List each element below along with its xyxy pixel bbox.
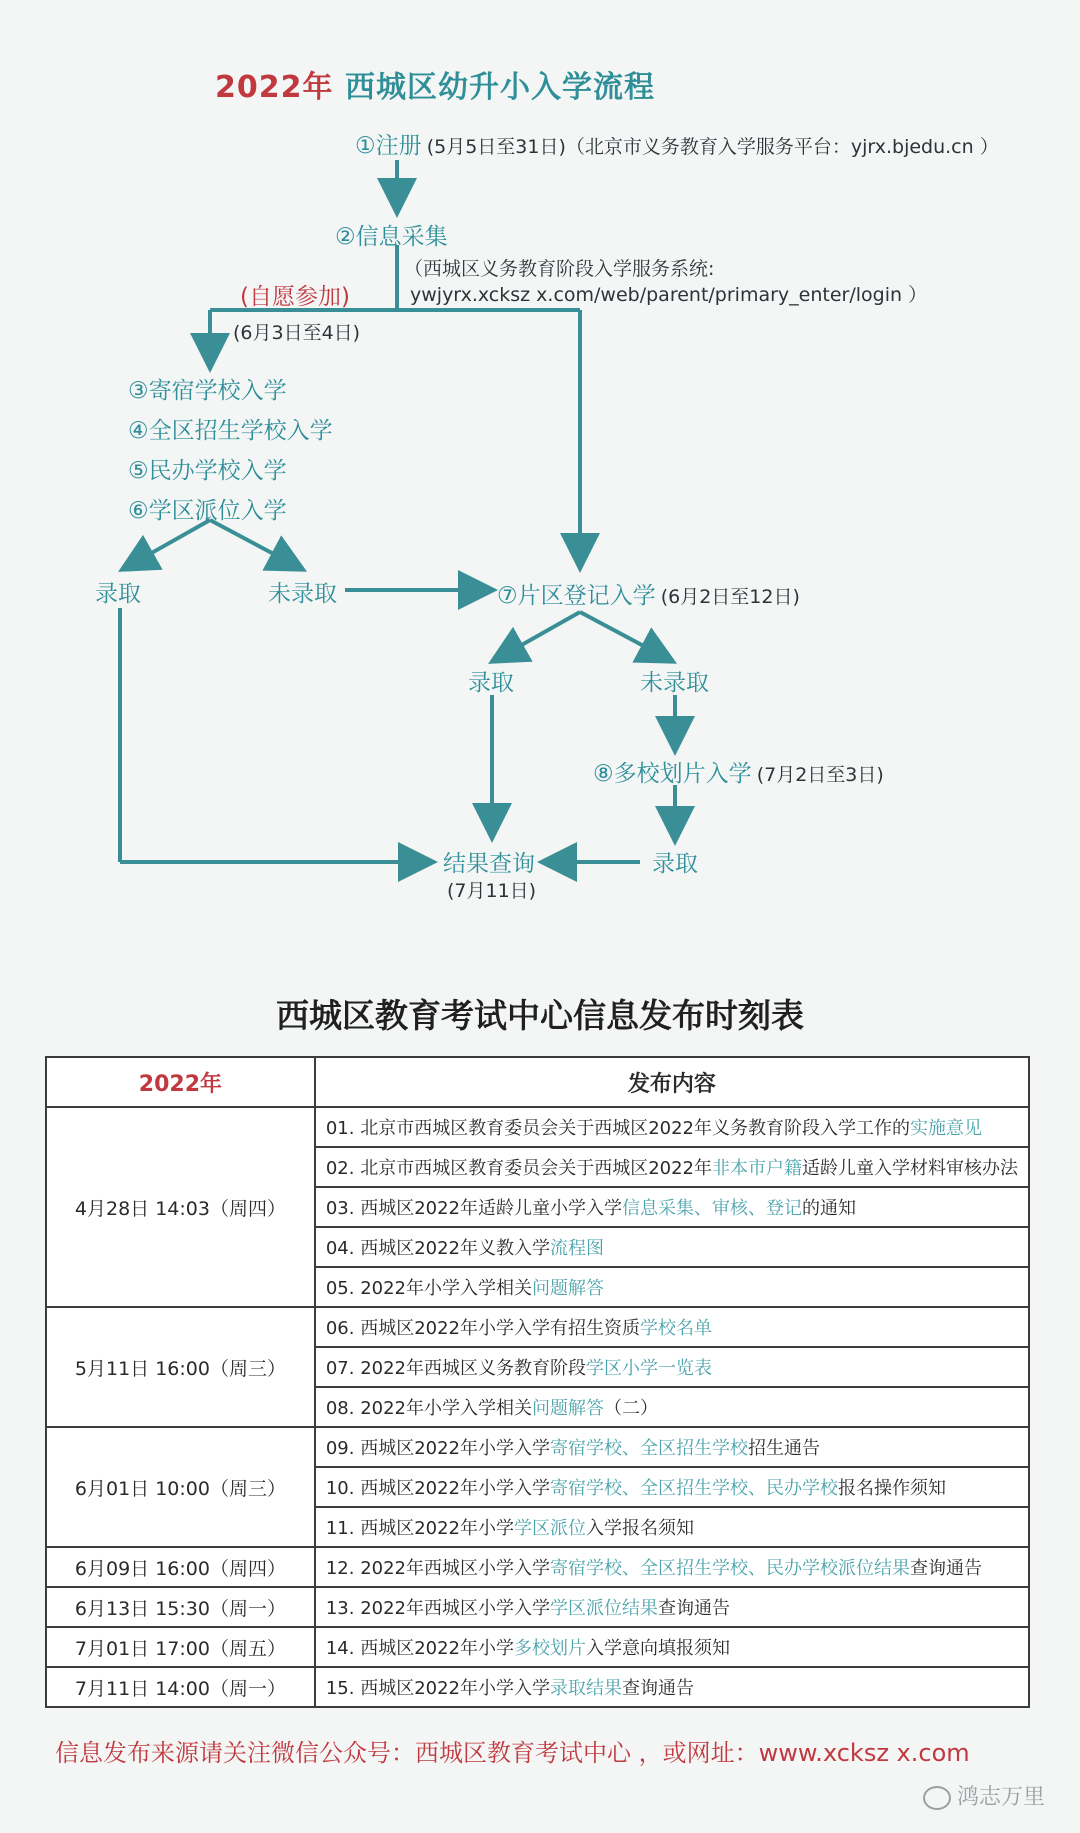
publish-item-highlight: 多校划片 [514, 1638, 586, 1659]
table-row [46, 1547, 1029, 1587]
result-query-date: (7月11日) [447, 880, 537, 902]
result-admitted-middle: 录取 [468, 670, 514, 696]
publish-item [315, 1227, 1029, 1267]
step-1 [355, 127, 999, 160]
publish-item-prefix: 10. 西城区2022年小学入学 [325, 1478, 550, 1499]
publish-item-highlight: 非本市户籍 [712, 1158, 802, 1179]
publish-item-prefix: 06. 西城区2022年小学入学有招生资质 [325, 1318, 640, 1339]
publish-item-highlight: 录取结果 [550, 1678, 622, 1699]
publish-item-prefix: 02. 北京市西城区教育委员会关于西城区2022年 [325, 1158, 712, 1179]
flowchart-title-year: 2022年 [215, 70, 334, 105]
voluntary-dates: (6月3日至4日) [233, 322, 361, 344]
publish-item [315, 1147, 1029, 1187]
publish-item-suffix: 入学报名须知 [586, 1518, 694, 1539]
result-not-admitted-right: 未录取 [640, 670, 709, 696]
step-2-note-line1: （西城区义务教育阶段入学服务系统: [404, 258, 715, 280]
publish-item-prefix: 12. 2022年西城区小学入学 [325, 1558, 550, 1579]
publish-item-highlight: 信息采集、审核、登记 [622, 1198, 802, 1219]
step-7-label: ⑦片区登记入学 [497, 583, 656, 609]
publish-item-highlight: 流程图 [550, 1238, 604, 1259]
table-row [46, 1307, 1029, 1347]
publish-item-highlight: 实施意见 [910, 1118, 982, 1139]
publish-item-highlight: 寄宿学校、全区招生学校、民办学校派位结果 [550, 1558, 910, 1579]
publish-date: 7月11日 14:00（周一） [46, 1667, 315, 1707]
publish-date: 6月01日 10:00（周三） [46, 1427, 315, 1547]
publish-date: 7月01日 17:00（周五） [46, 1627, 315, 1667]
result-admitted-right: 录取 [652, 851, 698, 877]
publish-item-prefix: 01. 北京市西城区教育委员会关于西城区2022年义务教育阶段入学工作的 [325, 1118, 910, 1139]
step-1-label: ①注册 [355, 133, 422, 159]
publish-item [315, 1507, 1029, 1547]
step-2-note-line2: ywjyrx.xcksz x.com/web/parent/primary_enter/login ） [410, 284, 928, 306]
option-district-wide-school: ④全区招生学校入学 [128, 418, 333, 444]
option-school-district-lottery: ⑥学区派位入学 [128, 498, 287, 524]
publish-date: 4月28日 14:03（周四） [46, 1107, 315, 1307]
wechat-icon [923, 1786, 951, 1810]
option-boarding-school: ③寄宿学校入学 [128, 378, 287, 404]
step-7-note: (6月2日至12日) [660, 586, 800, 608]
publish-item-suffix: 报名操作须知 [838, 1478, 946, 1499]
publish-item [315, 1347, 1029, 1387]
watermark [923, 1780, 1045, 1811]
publish-item-prefix: 03. 西城区2022年适龄儿童小学入学 [325, 1198, 622, 1219]
table-row [46, 1627, 1029, 1667]
publish-item-prefix: 05. 2022年小学入学相关 [325, 1278, 532, 1299]
publish-item [315, 1187, 1029, 1227]
publish-item [315, 1267, 1029, 1307]
result-admitted-left: 录取 [95, 581, 141, 607]
publish-item-highlight: 问题解答 [532, 1398, 604, 1419]
publish-item [315, 1107, 1029, 1147]
schedule-body [46, 1107, 1029, 1707]
publish-item-highlight: 学区派位 [514, 1518, 586, 1539]
publish-item-highlight: 寄宿学校、全区招生学校 [550, 1438, 748, 1459]
publish-item-highlight: 问题解答 [532, 1278, 604, 1299]
table-row [46, 1107, 1029, 1147]
result-not-admitted-left: 未录取 [268, 581, 337, 607]
publish-item [315, 1547, 1029, 1587]
schedule-header-row [46, 1057, 1029, 1107]
step-8-label: ⑧多校划片入学 [593, 761, 752, 787]
publish-date: 6月09日 16:00（周四） [46, 1547, 315, 1587]
publish-item-prefix: 08. 2022年小学入学相关 [325, 1398, 532, 1419]
publish-item-suffix: 查询通告 [910, 1558, 982, 1579]
publish-item-prefix: 15. 西城区2022年小学入学 [325, 1678, 550, 1699]
publish-item-prefix: 07. 2022年西城区义务教育阶段 [325, 1358, 586, 1379]
publish-item [315, 1387, 1029, 1427]
result-query-label: 结果查询 [443, 851, 535, 877]
table-row [46, 1587, 1029, 1627]
publish-item-suffix: 查询通告 [622, 1678, 694, 1699]
watermark-text: 鸿志万里 [956, 1785, 1045, 1810]
publish-item-suffix: 的通知 [802, 1198, 856, 1219]
flowchart-title [215, 62, 655, 106]
publish-item [315, 1467, 1029, 1507]
step-8 [593, 755, 884, 788]
publish-item-prefix: 09. 西城区2022年小学入学 [325, 1438, 550, 1459]
publish-item [315, 1587, 1029, 1627]
table-row [46, 1667, 1029, 1707]
publish-item-highlight: 学校名单 [640, 1318, 712, 1339]
publish-item-highlight: 寄宿学校、全区招生学校、民办学校 [550, 1478, 838, 1499]
publish-item-suffix: 查询通告 [658, 1598, 730, 1619]
step-7 [497, 577, 800, 610]
step-2-label: ②信息采集 [335, 224, 448, 250]
publish-item [315, 1627, 1029, 1667]
footer-source-note: 信息发布来源请关注微信公众号：西城区教育考试中心 ，或网址：www.xcksz x.com [55, 1739, 970, 1767]
publish-item-suffix: 入学意向填报须知 [586, 1638, 730, 1659]
publish-item-prefix: 11. 西城区2022年小学 [325, 1518, 514, 1539]
flowchart-title-text: 西城区幼升小入学流程 [344, 70, 655, 105]
publish-item-prefix: 13. 2022年西城区小学入学 [325, 1598, 550, 1619]
publish-item-prefix: 04. 西城区2022年义教入学 [325, 1238, 550, 1259]
publish-item-suffix: 招生通告 [748, 1438, 820, 1459]
schedule-title: 西城区教育考试中心信息发布时刻表 [276, 996, 804, 1035]
publish-date: 5月11日 16:00（周三） [46, 1307, 315, 1427]
step-1-note: (5月5日至31日)（北京市义务教育入学服务平台：yjrx.bjedu.cn ） [426, 136, 999, 158]
publish-item-prefix: 14. 西城区2022年小学 [325, 1638, 514, 1659]
option-private-school: ⑤民办学校入学 [128, 458, 287, 484]
publish-item-highlight: 学区小学一览表 [586, 1358, 712, 1379]
header-content: 发布内容 [315, 1057, 1029, 1107]
step-8-note: (7月2日至3日) [756, 764, 884, 786]
publish-item-suffix: （二） [604, 1398, 658, 1419]
publish-item [315, 1307, 1029, 1347]
publish-item-highlight: 学区派位结果 [550, 1598, 658, 1619]
publish-item-suffix: 适龄儿童入学材料审核办法 [802, 1158, 1018, 1179]
voluntary-label: (自愿参加) [240, 284, 350, 310]
publish-date: 6月13日 15:30（周一） [46, 1587, 315, 1627]
header-year: 2022年 [46, 1057, 315, 1107]
publish-item [315, 1667, 1029, 1707]
table-row [46, 1427, 1029, 1467]
schedule-table [45, 1056, 1030, 1708]
publish-item [315, 1427, 1029, 1467]
